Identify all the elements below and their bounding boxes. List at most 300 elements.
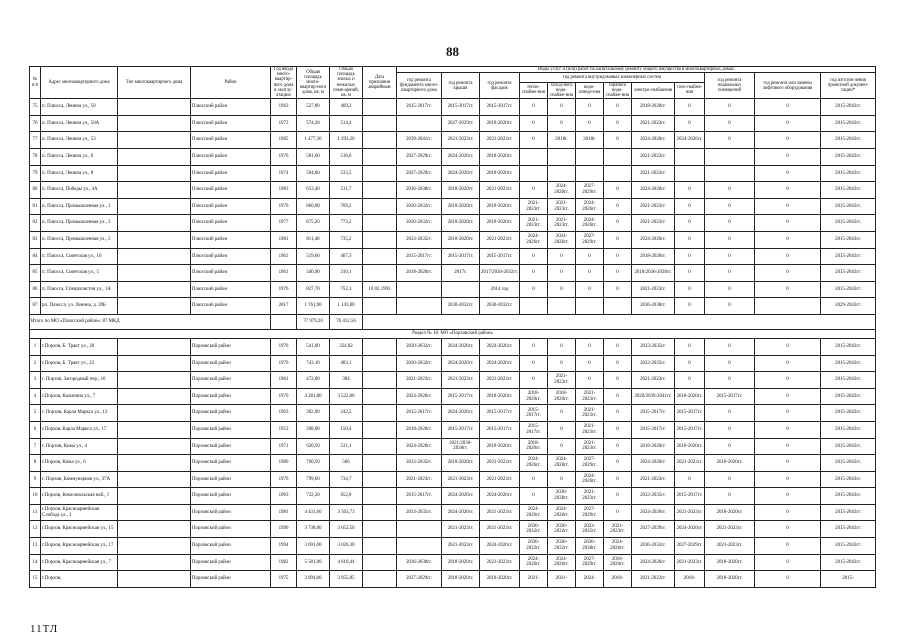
- cell-basement-year: 0: [705, 231, 755, 248]
- cell-address: г.Порхов, Кима ул., 6: [41, 455, 118, 472]
- cell-cold-water-year: 0: [548, 355, 576, 372]
- cell-roof-year: 2018-2020гг.: [442, 571, 480, 588]
- cell-house-type: [118, 372, 191, 389]
- cell-design-year: 2015-2043гг.: [821, 215, 876, 232]
- cell-electric-year: 2033-2035гг.: [632, 338, 675, 355]
- cell-basement-year: 2018-2020гг.: [705, 554, 755, 571]
- cell-area-living: 3 055,85: [330, 571, 363, 588]
- cell-roof-year: 2015-2017гг.: [442, 99, 480, 116]
- cell-district: Порховский район: [191, 521, 271, 538]
- cell-electric-year: 2020/2039-2041гг.: [632, 388, 675, 405]
- cell-design-year: 2015-2043гг.: [821, 554, 876, 571]
- cell-area-living: 652,8: [330, 488, 363, 505]
- cell-elevator-year: [755, 298, 821, 315]
- cell-row-num: 10: [30, 488, 41, 505]
- header-elevator: год ремонта или замены лифтового оборудования: [755, 73, 821, 99]
- cell-row-num: 15: [30, 571, 41, 588]
- cell-address: п. Плюсса, Промышленная ул., 1: [41, 198, 118, 215]
- cell-cold-water-year: 2030-2032гг.: [548, 538, 576, 555]
- cell-house-type: [118, 198, 191, 215]
- cell-area-total: 527,80: [297, 99, 330, 116]
- header-year: Год ввода много-квартир-ного дома в эксплу-атацию: [271, 67, 297, 99]
- cell-gas-year: 2021-2023гг.: [675, 455, 705, 472]
- cell-facade-year: 2017/2030-2032гг.: [480, 265, 520, 282]
- cell-district: Порховский район: [191, 554, 271, 571]
- cell-area-living: 752,3: [330, 281, 363, 298]
- cell-hot-water-year: 2024-2026гг.: [604, 538, 632, 555]
- cell-address: г.Порхов, Калинина ул., 7: [41, 388, 118, 405]
- cell-row-num: 84: [30, 248, 41, 265]
- cell-electric-year: 2024-2026гг.: [632, 455, 675, 472]
- cell-cold-water-year: 2018г.: [548, 132, 576, 149]
- header-heat: тепло-снабже-ния: [520, 82, 548, 99]
- cell-heat-year: 0: [520, 338, 548, 355]
- cell-year-built: 1974: [271, 165, 297, 182]
- cell-heat-year: 2030-2032гг.: [520, 521, 548, 538]
- cell-heat-year: [520, 149, 548, 166]
- cell-basement-year: 0: [705, 372, 755, 389]
- cell-roof-year: 2018-2020гг.: [442, 182, 480, 199]
- cell-design-year: 2015-2043гг.: [821, 99, 876, 116]
- cell-house-type: [118, 182, 191, 199]
- cell-basement-year: 0: [705, 115, 755, 132]
- cell-district: Порховский район: [191, 571, 271, 588]
- cell-district: Порховский район: [191, 438, 271, 455]
- cell-basement-year: 0: [705, 265, 755, 282]
- cell-elevator-year: 0: [755, 388, 821, 405]
- cell-house-type: [118, 231, 191, 248]
- cell-address: г.Порхов, Красноармейская ул., 17: [41, 538, 118, 555]
- header-engineering: год ремонта внутридомовых инженерных систем: [520, 73, 705, 82]
- cell-year-built: 1963: [271, 99, 297, 116]
- cell-gas-year: 2015-2017гг.: [675, 488, 705, 505]
- cell-hot-water-year: 2018-2020гг.: [604, 554, 632, 571]
- cell-cold-water-year: [548, 149, 576, 166]
- cell-heat-year: [520, 165, 548, 182]
- cell-elevator-year: 0: [755, 355, 821, 372]
- cell-house-type: [118, 132, 191, 149]
- cell-drain-year: 2033-2035гг.: [576, 521, 604, 538]
- cell-address: г.Порхов, Б. Тракт ул., 23: [41, 355, 118, 372]
- cell-date-emergency: [363, 165, 397, 182]
- table-row: [30, 455, 876, 472]
- cell-district: Плюсский район: [191, 248, 271, 265]
- cell-address: г. Порхов, Карла Маркса ул., 13: [41, 405, 118, 422]
- cell-heat-year: 0: [520, 265, 548, 282]
- table-row: [30, 388, 876, 405]
- cell-roof-year: 2024-2026гг.: [442, 488, 480, 505]
- cell-year-built: 1976: [271, 355, 297, 372]
- cell-design-year: 2015-2043гг.: [821, 504, 876, 521]
- header-hot-water: горячего водо-снабже-ния: [604, 82, 632, 99]
- cell-design-year: 2015-2043гг.: [821, 265, 876, 282]
- cell-drain-year: 0: [576, 355, 604, 372]
- cell-drain-year: 2021-2023гг.: [576, 438, 604, 455]
- cell-cold-water-year: 0: [548, 115, 576, 132]
- cell-roof-year: 2017г.: [442, 265, 480, 282]
- cell-basement-year: 0: [705, 421, 755, 438]
- cell-district: Плюсский район: [191, 298, 271, 315]
- cell-address: п. Плюсса, Промышленная ул., 3: [41, 215, 118, 232]
- cell-elevator-year: 0: [755, 421, 821, 438]
- cell-house-type: [118, 504, 191, 521]
- cell-area-living: 531,1: [330, 438, 363, 455]
- cell-facade-year: 2021-2023гг.: [480, 372, 520, 389]
- cell-date-emergency: [363, 438, 397, 455]
- table-row: [30, 471, 876, 488]
- cell-facade-year: 2021-2023гг.: [480, 554, 520, 571]
- cell-house-type: [118, 115, 191, 132]
- cell-drain-year: 2021-2023гг.: [576, 421, 604, 438]
- cell-address: п. Плюсса, Ленина ул., 6: [41, 149, 118, 166]
- cell-facade-year: 2024-2026гг.: [480, 538, 520, 555]
- cell-gas-year: 0: [675, 182, 705, 199]
- cell-row-num: 81: [30, 198, 41, 215]
- cell-elevator-year: 0: [755, 521, 821, 538]
- cell-district: Порховский район: [191, 504, 271, 521]
- cell-house-type: [118, 521, 191, 538]
- cell-roof-year: 2021-2023гг.: [442, 471, 480, 488]
- cell-foundation-year: 2039-2041гг.: [397, 132, 442, 149]
- cell-hot-water-year: [604, 298, 632, 315]
- cell-area-living: 242,5: [330, 405, 363, 422]
- cell-district: Порховский район: [191, 355, 271, 372]
- cell-basement-year: 0: [705, 298, 755, 315]
- cell-foundation-year: 2015-2017гг.: [397, 248, 442, 265]
- cell-district: Плюсский район: [191, 115, 271, 132]
- cell-electric-year: 2021-2023гг.: [632, 471, 675, 488]
- cell-electric-year: 2021-2023гг.: [632, 198, 675, 215]
- cell-year-built: 1976: [271, 281, 297, 298]
- cell-drain-year: 0: [576, 372, 604, 389]
- cell-date-emergency: [363, 405, 397, 422]
- cell-gas-year: 0: [675, 198, 705, 215]
- cell-gas-year: 0: [675, 115, 705, 132]
- cell-date-emergency: [363, 99, 397, 116]
- cell-cold-water-year: [548, 298, 576, 315]
- cell-district: Плюсский район: [191, 132, 271, 149]
- cell-area-living: 518,6: [330, 149, 363, 166]
- cell-gas-year: 0: [675, 372, 705, 389]
- cell-basement-year: 2018-2020гг.: [705, 571, 755, 588]
- cell-basement-year: 0: [705, 488, 755, 505]
- cell-house-type: [118, 281, 191, 298]
- cell-year-built: 1976: [271, 198, 297, 215]
- cell-area-total: 541,00: [297, 338, 330, 355]
- cell-area-total: 4 281,80: [297, 388, 330, 405]
- cell-elevator-year: 0: [755, 554, 821, 571]
- cell-cold-water-year: 2024-2026гг.: [548, 455, 576, 472]
- cell-foundation-year: 2030-2032гг.: [397, 338, 442, 355]
- cell-hot-water-year: 0: [604, 372, 632, 389]
- cell-area-living: 511,7: [330, 182, 363, 199]
- cell-year-built: 1973: [271, 115, 297, 132]
- cell-hot-water-year: 0: [604, 115, 632, 132]
- cell-gas-year: 0: [675, 338, 705, 355]
- cell-gas-year: 2015-2017гг.: [675, 405, 705, 422]
- cell-district: Порховский район: [191, 372, 271, 389]
- footer-mark: 11ТЛ: [30, 623, 59, 635]
- cell-address: г.Порхов, Комсомольская наб., 1: [41, 488, 118, 505]
- cell-hot-water-year: 2021-2023гг.: [604, 521, 632, 538]
- cell-house-type: [118, 438, 191, 455]
- cell-year-built: 1985: [271, 132, 297, 149]
- cell-elevator-year: 0: [755, 571, 821, 588]
- cell-date-emergency: [363, 388, 397, 405]
- cell-row-num: 76: [30, 115, 41, 132]
- table-row: [30, 521, 876, 538]
- cell-area-total: 3 691,00: [297, 538, 330, 555]
- cell-house-type: [118, 355, 191, 372]
- cell-foundation-year: 2033-2035гг.: [397, 455, 442, 472]
- header-roof: год ремонта крыши: [442, 73, 480, 99]
- cell-cold-water-year: 0: [548, 281, 576, 298]
- cell-heat-year: 2030-2032гг.: [520, 538, 548, 555]
- table-row: [30, 405, 876, 422]
- cell-basement-year: [705, 149, 755, 166]
- cell-house-type: [118, 571, 191, 588]
- cell-facade-year: 2021-2023гг.: [480, 521, 520, 538]
- cell-date-emergency: [363, 231, 397, 248]
- cell-house-type: [118, 165, 191, 182]
- cell-basement-year: 0: [705, 405, 755, 422]
- cell-cold-water-year: 2021-2023гг.: [548, 372, 576, 389]
- cell-foundation-year: [397, 115, 442, 132]
- cell-foundation-year: 2027-2029гг.: [397, 165, 442, 182]
- cell-drain-year: 0: [576, 99, 604, 116]
- cell-drain-year: 2024-2026гг.: [576, 198, 604, 215]
- cell-design-year: 2015-2043гг.: [821, 471, 876, 488]
- cell-drain-year: 2024-2026гг.: [576, 215, 604, 232]
- cell-year-built: 1980: [271, 455, 297, 472]
- cell-drain-year: 2027-2029гг.: [576, 554, 604, 571]
- cell-drain-year: 2021-2023гг.: [576, 488, 604, 505]
- cell-cold-water-year: 2024-2026гг.: [548, 231, 576, 248]
- cell-roof-year: 2021-2023гг.: [442, 372, 480, 389]
- cell-year-built: 1963: [271, 405, 297, 422]
- cell-electric-year: 2024-2026гг.: [632, 132, 675, 149]
- cell-roof-year: 2024-2026гг.: [442, 149, 480, 166]
- cell-foundation-year: 2036-2038гг.: [397, 182, 442, 199]
- cell-row-num: 7: [30, 438, 41, 455]
- cell-cold-water-year: [548, 165, 576, 182]
- cell-roof-year: 2015-2017гг.: [442, 388, 480, 405]
- cell-foundation-year: 2033-2035гг.: [397, 504, 442, 521]
- total-empty-rest: [363, 314, 876, 329]
- cell-facade-year: 2021-2023гг.: [480, 455, 520, 472]
- cell-area-living: 514,4: [330, 115, 363, 132]
- table-row: [30, 372, 876, 389]
- total-empty-year: [271, 314, 297, 329]
- cell-date-emergency: [363, 198, 397, 215]
- header-drain: водо-отведе-ния: [576, 82, 604, 99]
- cell-cold-water-year: 2024-2026гг.: [548, 182, 576, 199]
- cell-address: рп. Плюсса, ул. Ленина, д. 39Б: [41, 298, 118, 315]
- header-address: Адрес многоквартирного дома: [41, 67, 118, 99]
- cell-date-emergency: [363, 372, 397, 389]
- cell-elevator-year: 0: [755, 538, 821, 555]
- cell-roof-year: 2018-2020гг.: [442, 554, 480, 571]
- cell-cold-water-year: 2021-2023гг.: [548, 198, 576, 215]
- header-facade: год ремонта фасадов: [480, 73, 520, 99]
- cell-facade-year: 2018-2020гг.: [480, 115, 520, 132]
- cell-cold-water-year: 0: [548, 405, 576, 422]
- cell-basement-year: 0: [705, 438, 755, 455]
- cell-cold-water-year: 0: [548, 248, 576, 265]
- header-design: год изготов-ления проектной докумен-тации*: [821, 73, 876, 99]
- cell-hot-water-year: 0: [604, 265, 632, 282]
- cell-hot-water-year: 0: [604, 338, 632, 355]
- cell-area-living: 304: [330, 372, 363, 389]
- cell-gas-year: 2018-2020гг.: [675, 438, 705, 455]
- cell-drain-year: 2024-: [576, 571, 604, 588]
- cell-heat-year: 0: [520, 99, 548, 116]
- total-area-total: 77 979,20: [297, 314, 330, 329]
- cell-date-emergency: [363, 149, 397, 166]
- cell-roof-year: 2021-2023гг.: [442, 521, 480, 538]
- cell-heat-year: 0: [520, 248, 548, 265]
- table-row: [30, 421, 876, 438]
- cell-facade-year: 2015-2017гг.: [480, 421, 520, 438]
- cell-gas-year: 0: [675, 231, 705, 248]
- cell-heat-year: [520, 298, 548, 315]
- cell-date-emergency: [363, 298, 397, 315]
- cell-elevator-year: 0: [755, 198, 821, 215]
- cell-basement-year: 0: [705, 215, 755, 232]
- cell-electric-year: 2033-2035гг.: [632, 488, 675, 505]
- cell-electric-year: 2024-2026гг.: [632, 554, 675, 571]
- section-row: [30, 329, 876, 338]
- cell-address: г.Порхов, Красноармейская Слобода ул., 1: [41, 504, 118, 521]
- cell-gas-year: 0: [675, 265, 705, 282]
- cell-facade-year: 2018-2020гг.: [480, 198, 520, 215]
- table-row: [30, 504, 876, 521]
- table-row: [30, 248, 876, 265]
- cell-facade-year: 2030-2032гг.: [480, 298, 520, 315]
- table-row: [30, 438, 876, 455]
- cell-row-num: 9: [30, 471, 41, 488]
- cell-row-num: 77: [30, 132, 41, 149]
- cell-address: г.Порхов, Красноармейская ул., 7: [41, 554, 118, 571]
- cell-hot-water-year: 0: [604, 405, 632, 422]
- cell-heat-year: 0: [520, 115, 548, 132]
- cell-cold-water-year: 2024-2026гг.: [548, 554, 576, 571]
- cell-basement-year: 0: [705, 182, 755, 199]
- table-row: [30, 554, 876, 571]
- cell-address: п. Плюсса, Специалистов ул., 1А: [41, 281, 118, 298]
- cell-address: п. Плюсса, Советская ул., 5: [41, 265, 118, 282]
- cell-basement-year: 0: [705, 99, 755, 116]
- total-row: [30, 314, 876, 329]
- cell-heat-year: 2024-2026гг.: [520, 455, 548, 472]
- table-row: [30, 182, 876, 199]
- cell-date-emergency: [363, 115, 397, 132]
- table-row: [30, 231, 876, 248]
- cell-cold-water-year: 0: [548, 265, 576, 282]
- cell-heat-year: 0: [520, 182, 548, 199]
- cell-heat-year: 0: [520, 471, 548, 488]
- cell-year-built: 1982: [271, 554, 297, 571]
- cell-address: п. Плюсса, Промышленная ул., 5: [41, 231, 118, 248]
- cell-design-year: 2015-2043гг.: [821, 355, 876, 372]
- table-row: [30, 281, 876, 298]
- cell-district: Порховский район: [191, 538, 271, 555]
- cell-basement-year: 0: [705, 281, 755, 298]
- cell-electric-year: 2021-2023гг.: [632, 165, 675, 182]
- cell-gas-year: 2024-2026гг.: [675, 132, 705, 149]
- cell-gas-year: 0: [675, 215, 705, 232]
- total-label: Итого по МО «Плюсский район»: 87 МКД: [30, 314, 271, 329]
- table-row: [30, 215, 876, 232]
- cell-gas-year: 0: [675, 355, 705, 372]
- cell-elevator-year: 0: [755, 455, 821, 472]
- cell-row-num: 83: [30, 231, 41, 248]
- cell-area-living: 773,2: [330, 215, 363, 232]
- cell-electric-year: 2030-2032гг.: [632, 538, 675, 555]
- table-row: [30, 115, 876, 132]
- cell-electric-year: 2018-2020гг.: [632, 248, 675, 265]
- cell-elevator-year: 0: [755, 471, 821, 488]
- cell-electric-year: 2018-2020гг.: [632, 99, 675, 116]
- cell-drain-year: 0: [576, 248, 604, 265]
- cell-year-built: 1994: [271, 538, 297, 555]
- cell-design-year: 2015-2043гг.: [821, 455, 876, 472]
- cell-date-emergency: [363, 538, 397, 555]
- cell-hot-water-year: [604, 165, 632, 182]
- cell-elevator-year: 0: [755, 338, 821, 355]
- cell-roof-year: 2018-2020гг.: [442, 215, 480, 232]
- cell-elevator-year: 0: [755, 215, 821, 232]
- table-row: [30, 265, 876, 282]
- cell-gas-year: [675, 149, 705, 166]
- cell-area-total: 613,40: [297, 182, 330, 199]
- cell-house-type: [118, 538, 191, 555]
- cell-area-living: 533,5: [330, 165, 363, 182]
- cell-design-year: 2015-2043гг.: [821, 438, 876, 455]
- cell-foundation-year: 2030-2032гг.: [397, 198, 442, 215]
- cell-gas-year: 2024-2026гг.: [675, 521, 705, 538]
- cell-elevator-year: 0: [755, 438, 821, 455]
- cell-cold-water-year: 2018-2020гг.: [548, 388, 576, 405]
- cell-hot-water-year: 0: [604, 421, 632, 438]
- cell-electric-year: 2021-2023гг.: [632, 115, 675, 132]
- cell-design-year: 2015-2043гг.: [821, 198, 876, 215]
- cell-area-living: 150,4: [330, 421, 363, 438]
- cell-area-living: 403,1: [330, 355, 363, 372]
- cell-foundation-year: 2033-2035гг.: [397, 231, 442, 248]
- cell-roof-year: 2018-2020гг.: [442, 231, 480, 248]
- cell-area-total: 302,90: [297, 405, 330, 422]
- header-foundation: год ремонта фундамента много-квартирного дома: [397, 73, 442, 99]
- cell-gas-year: 2027-2029гг.: [675, 538, 705, 555]
- cell-basement-year: 2021-2023гг.: [705, 521, 755, 538]
- cell-heat-year: 2021-2023гг.: [520, 198, 548, 215]
- cell-area-living: 3 522,00: [330, 388, 363, 405]
- cell-electric-year: 2021-2023гг.: [632, 149, 675, 166]
- header-cold-water: холод-ного водо-снабже-ния: [548, 82, 576, 99]
- cell-hot-water-year: 0: [604, 355, 632, 372]
- cell-drain-year: 0: [576, 115, 604, 132]
- cell-district: Порховский район: [191, 421, 271, 438]
- cell-roof-year: 2024-2026гг.: [442, 355, 480, 372]
- cell-facade-year: 2021-2023гг.: [480, 471, 520, 488]
- cell-row-num: 79: [30, 165, 41, 182]
- cell-cold-water-year: 0: [548, 438, 576, 455]
- cell-roof-year: 2027-2029гг.: [442, 115, 480, 132]
- cell-foundation-year: [397, 298, 442, 315]
- cell-house-type: [118, 149, 191, 166]
- table-row: [30, 355, 876, 372]
